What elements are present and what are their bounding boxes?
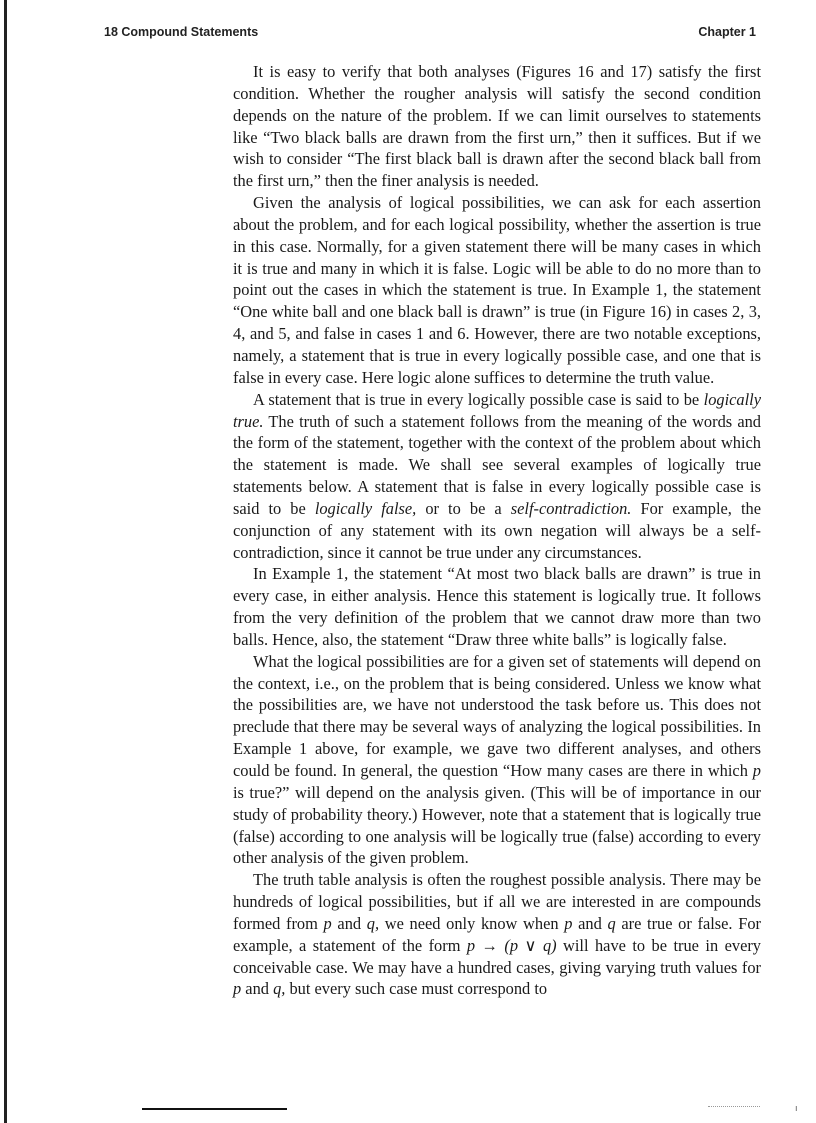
paragraph-6 — [233, 869, 761, 1000]
scan-artifact-dots — [708, 1106, 760, 1107]
running-header — [104, 25, 756, 45]
variable-q: q, — [366, 913, 380, 933]
formula-p-implies-p-or-q: p → (p ∨ q) — [466, 935, 557, 955]
footer-rule — [142, 1108, 287, 1110]
text-run: What the logical possibilities are for a given set of statements will depend on the context, i.e., on the problem that is being considered. Unless we know what the possibilities are, we have not understood the task before us. This does not preclude that there may be several ways of analyzing the logical possibilities. In Example 1 above, for example, we gave two different analyses, and others could be found. In general, the question “How many cases are there in which — [233, 651, 761, 780]
text-run: For example, the conjunction of any statement with its own negation will always be a self-contradiction, since it cannot be true under any circumstances. — [233, 498, 761, 562]
scan-artifact-mark: ı — [795, 1103, 798, 1113]
body-text — [233, 61, 761, 1000]
term-logically-true: logically true. — [233, 389, 761, 431]
term-logically-false: logically false, — [314, 498, 417, 518]
paragraph-4: In Example 1, the statement “At most two black balls are drawn” is true in every case, in either analysis. Hence this statement is logically true. It follows from the very definition of the problem that we cannot draw more than two balls. Hence, also, the statement “Draw three white balls” is logically false. — [233, 564, 761, 649]
paragraph-5 — [233, 651, 761, 869]
text-run: are true or false. For example, a statement of the form — [233, 913, 761, 955]
paragraph-1: It is easy to verify that both analyses (Figures 16 and 17) satisfy the first condition. Whether the rougher analysis will satisfy the second condition depends on the nature of the problem. If we can limit ourselves to statements like “Two black balls are drawn from the first urn,” then it suffices. But if we wish to consider “The first black ball is drawn after the second black ball from the first urn,” then the finer analysis is needed. — [233, 62, 761, 191]
text-run: will have to be true in every conceivable case. We may have a hundred cases, giving varying truth values for — [233, 935, 761, 977]
text-run: is true?” will depend on the analysis given. (This will be of importance in our study of probability theory.) However, note that a statement that is logically true (false) according to one analysis will be logically true (false) according to every other analysis of the given problem. — [233, 782, 761, 868]
paragraph-3 — [233, 389, 761, 564]
text-run: and — [331, 913, 367, 933]
variable-p: p — [752, 761, 761, 780]
text-run: The truth of such a statement follows from the meaning of the words and the form of the statement, together with the context of the problem about which the statement is made. We shall see several examples of logically true statements below. A statement that is false in every logically possible case is said to be — [233, 411, 761, 518]
text-run: or to be a — [416, 498, 511, 518]
text-run: but every such case must correspond to — [285, 979, 548, 999]
text-run: A statement that is true in every logically possible case is said to be — [253, 389, 704, 409]
variable-p: p — [564, 913, 573, 933]
header-chapter: Chapter 1 — [698, 25, 756, 39]
header-page-and-section: 18 Compound Statements — [104, 25, 259, 39]
variable-q: q, — [273, 979, 286, 999]
text-run: and — [241, 979, 274, 999]
term-self-contradiction: self-contradiction. — [510, 498, 632, 518]
page-left-edge-rule — [4, 0, 7, 1123]
variable-q: q — [607, 913, 616, 933]
variable-p: p — [233, 979, 242, 999]
text-run: The truth table analysis is often the roughest possible analysis. There may be hundreds of logical possibilities, but if all we are interested in are compounds formed from — [233, 870, 761, 933]
text-run: and — [572, 913, 608, 933]
paragraph-2: Given the analysis of logical possibilities, we can ask for each assertion about the problem, and for each logical possibility, whether the assertion is true in this case. Normally, for a given statement there will be many cases in which it is true and many in which it is false. Logic will be able to do no more than to point out the cases in which the statement is true. In Example 1, the statement “One white ball and one black ball is drawn” is true (in Figure 16) in cases 2, 3, 4, and 5, and false in cases 1 and 6. However, there are two notable exceptions, namely, a statement that is true in every logically possible case, and one that is false in every case. Here logic alone suffices to determine the truth value. — [233, 193, 761, 387]
variable-p: p — [323, 913, 332, 933]
text-run: we need only know when — [379, 913, 565, 933]
